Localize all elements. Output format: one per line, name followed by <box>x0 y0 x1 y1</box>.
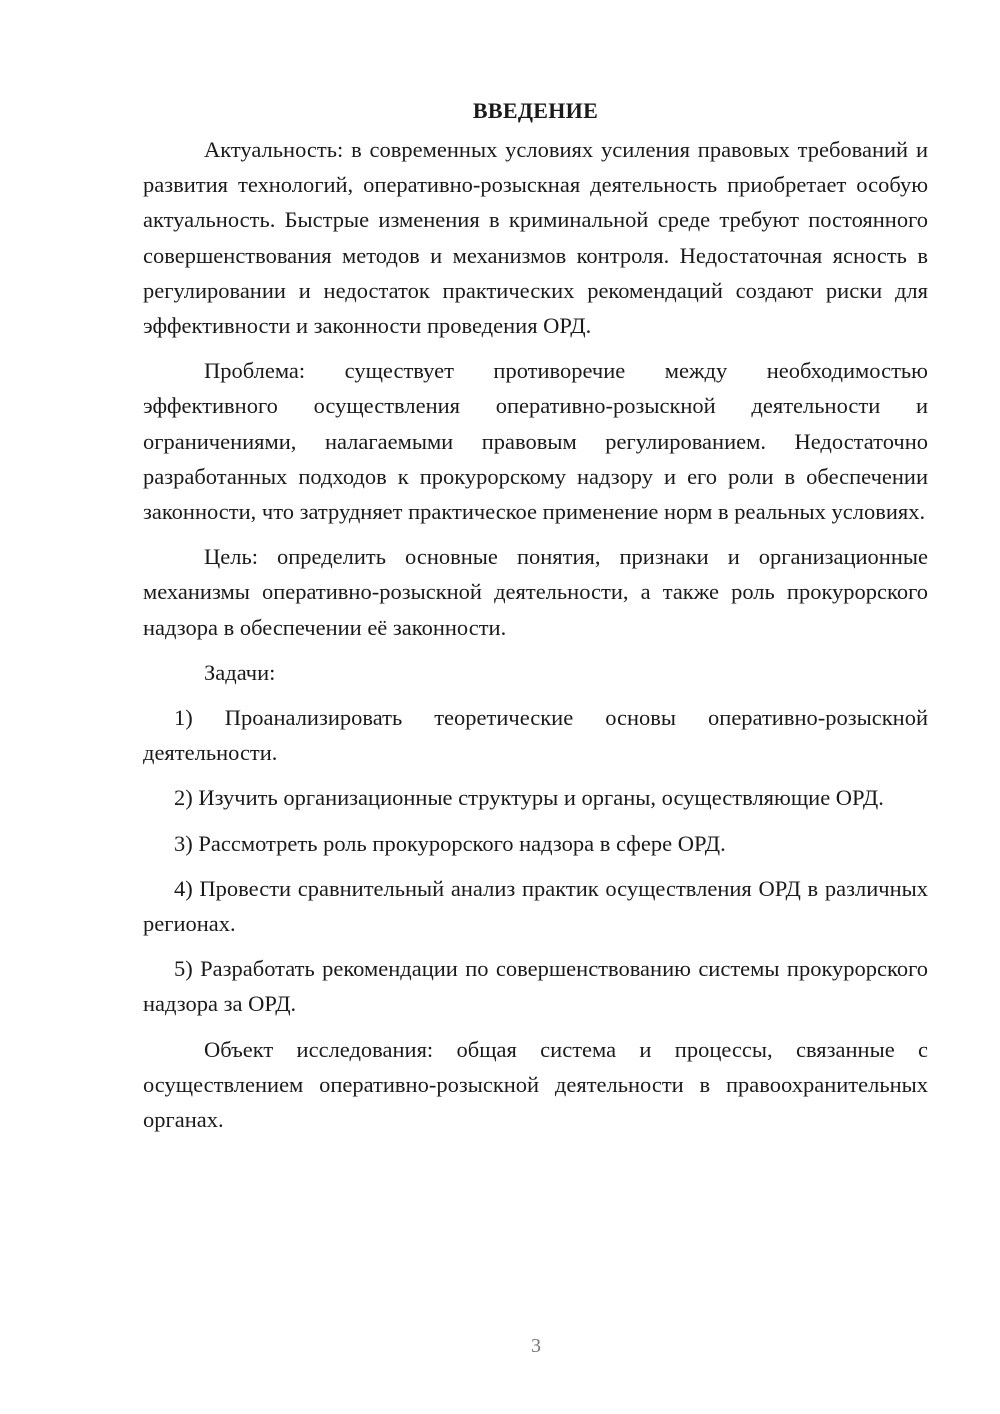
tasks-label: Задачи: <box>204 659 276 685</box>
task-item: 2) Изучить организационные структуры и органы, осуществляющие ОРД. <box>174 785 884 811</box>
problem-paragraph: Проблема: существует противоречие между необходимостью эффективного осуществления оперативно-розыскной деятельности и ограничениями, налагаемыми правовым регулированием. Недостаточно разработанных подходов к прокурорскому надзору и его роли в обеспечении законности, что затрудняет практическое применение норм в реальных условиях. <box>143 358 928 525</box>
task-item: 3) Рассмотреть роль прокурорского надзора в сфере ОРД. <box>174 830 726 856</box>
task-item: 5) Разработать рекомендации по совершенствованию системы прокурорского надзора за ОРД. <box>143 956 928 1017</box>
goal-paragraph: Цель: определить основные понятия, признаки и организационные механизмы оперативно-розыскной деятельности, а также роль прокурорского надзора в обеспечении её законности. <box>143 544 928 640</box>
task-item: 1) Проанализировать теоретические основы оперативно-розыскной деятельности. <box>143 705 928 766</box>
object-paragraph: Объект исследования: общая система и процессы, связанные с осуществлением оперативно-розыскной деятельности в правоохранительных органах. <box>143 1036 928 1133</box>
task-item: 4) Провести сравнительный анализ практик осуществления ОРД в различных регионах. <box>143 875 928 937</box>
document-page <box>143 96 928 1147</box>
tasks-list <box>143 700 928 1022</box>
page-number: 3 <box>531 1335 541 1357</box>
section-heading: ВВЕДЕНИЕ <box>472 98 599 123</box>
relevance-paragraph: Актуальность: в современных условиях усиления правовых требований и развития технологий, оперативно-розыскная деятельность приобретает особую актуальность. Быстрые изменения в криминальной среде требуют постоянного совершенствования методов и механизмов контроля. Недостаточная ясность в регулировании и недостаток практических рекомендаций создают риски для эффективности и законности проведения ОРД. <box>143 137 928 339</box>
